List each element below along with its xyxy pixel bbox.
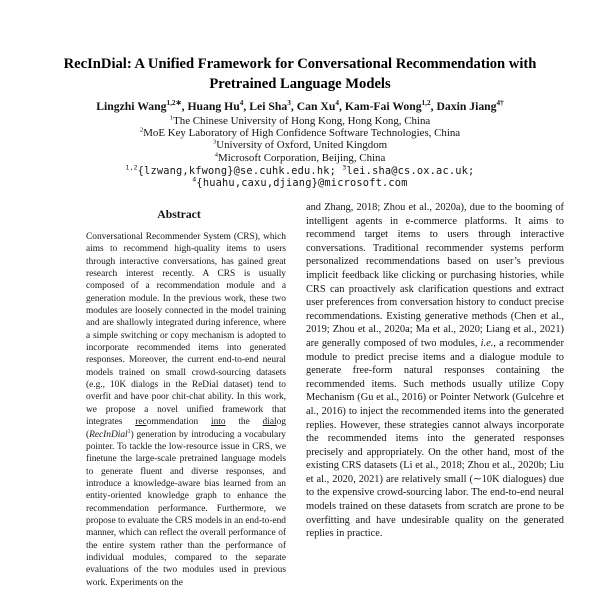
paper-header xyxy=(0,0,600,190)
right-column xyxy=(306,201,564,600)
affiliation-block xyxy=(0,115,600,164)
author-line: Lingzhi Wang$^{1,2∗}$, Huang Hu$^4$, Lei Sha$^3$, Can Xu$^4$, Kam-Fai Wong$^{1,2}$, Daxin Jiang$^{4\dagger}$ xyxy=(96,99,504,113)
affiliation-line-2: $^2$MoE Key Laboratory of High Confidence Software Technologies, China xyxy=(139,126,461,140)
left-column xyxy=(64,201,294,600)
two-column-body xyxy=(64,201,564,600)
paper-title: RecInDial: A Unified Framework for Conversational Recommendation with Pretrained Language Models xyxy=(63,56,537,92)
email-line-2: $^4${huahu,caxu,djiang}@microsoft.com xyxy=(192,175,408,190)
affiliation-line-1: $^1$The Chinese University of Hong Kong, Hong Kong, China xyxy=(169,114,431,127)
affiliation-line-4: $^4$Microsoft Corporation, Beijing, China xyxy=(214,150,386,164)
introduction-text: and Zhang, 2018; Zhou et al., 2020a), due to the booming of intelligent agents in e-commerce platforms. It aims to recommend target items to users through interactive conversations. Traditional recommender systems perform personalized recommendations based on user’s previous implicit feedback like clicking or purchasing histories, while CRS can proactively ask clarification questions and extract user preferences from conversation history to conduct precise recommendations. Existing generative methods (Chen et al., 2019; Zhou et al., 2020a; Ma et al., 2020; Liang et al., 2021) are generally composed of two modules, i.e., a recommender module to predict precise items and a dialogue module to generate free-form natural responses containing the recommended items. Such methods usually utilize Copy Mechanism (Gu et al., 2016) or Pointer Network (Gulcehre et al., 2016) to inject the recommended items into the generated replies. However, these strategies cannot always incorporate the recommended items into the generated responses precisely and appropriately. On the other hand, most of the existing CRS datasets (Li et al., 2018; Zhou et al., 2020b; Liu et al., 2020, 2021) are relatively small (∼10K dialogues) due to the expensive crowd-sourcing labor. The end-to-end neural models trained on these datasets from scratch are prone to be overfitting and have undesirable quality on the generated replies in practice. xyxy=(306,202,564,540)
email-line-1: $^{1,2}${lzwang,kfwong}@se.cuhk.edu.hk; $^3$lei.sha@cs.ox.ac.uk; xyxy=(125,163,475,177)
abstract-heading: Abstract xyxy=(157,208,201,221)
abstract-text: Conversational Recommender System (CRS), which aims to recommend high-quality items to users through interactive conversations, has gained great research interest recently. A CRS is usually composed of a recommendation module and a generation module. In the previous work, these two modules are loosely connected in the model training and are shallowly integrated during inference, where a simple switching or copy mechanism is adopted to incorporate recommended items into generated responses. Moreover, the current end-to-end neural models trained on small crowd-sourcing datasets (e.g., 10K dialogs in the ReDial dataset) tend to overfit and have poor chit-chat ability. In this work, we propose a novel unified framework that integrates recommendation into the dialog (RecInDial$^1$) generation by introducing a vocabulary pointer. To tackle the low-resource issue in CRS, we finetune the large-scale pretrained language models to generate fluent and diverse responses, and introduce a knowledge-aware bias learned from an entity-oriented knowledge graph to enhance the recommendation performance. Furthermore, we propose to evaluate the CRS models in an end-to-end manner, which can reflect the overall performance of the entire system rather than the performance of individual modules, compared to the separate evaluations of the two modules used in previous work. Experiments on the xyxy=(86,232,286,588)
email-block xyxy=(0,165,600,190)
affiliation-line-3: $^3$University of Oxford, United Kingdom xyxy=(212,138,388,152)
